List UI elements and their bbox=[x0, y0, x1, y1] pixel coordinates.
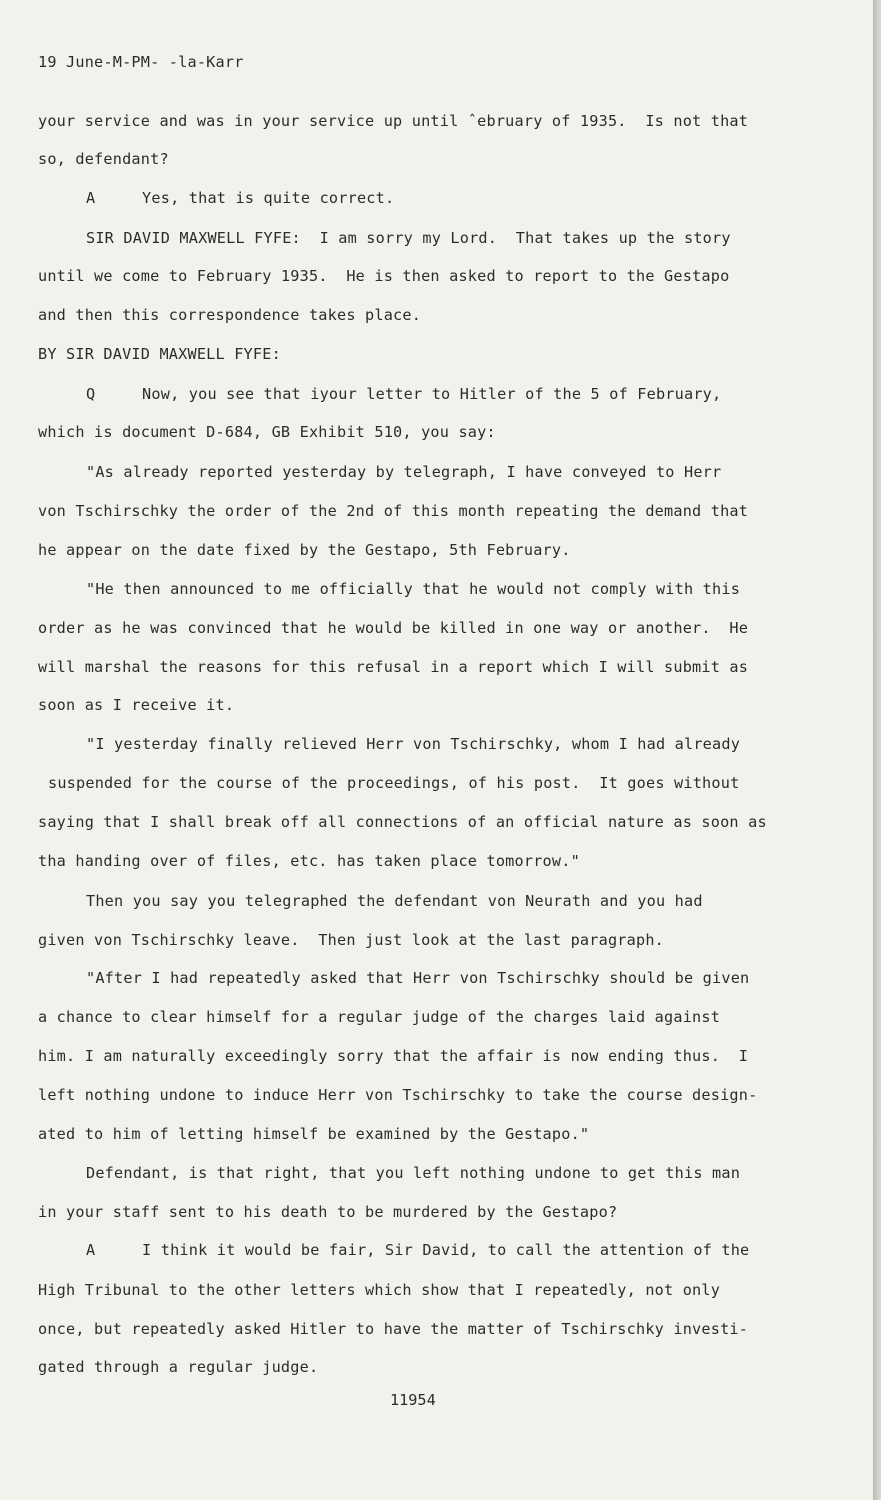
transcript-line: until we come to February 1935. He is then asked to report to the Gestapo bbox=[38, 267, 730, 285]
transcript-line: left nothing undone to induce Herr von Tschirschky to take the course design- bbox=[38, 1086, 758, 1104]
transcript-line: he appear on the date fixed by the Gestapo, 5th February. bbox=[38, 541, 571, 559]
transcript-line: suspended for the course of the proceedings, of his post. It goes without bbox=[48, 774, 740, 792]
transcript-line: "After I had repeatedly asked that Herr von Tschirschky should be given bbox=[86, 969, 750, 987]
page-number: 11954 bbox=[390, 1391, 436, 1409]
transcript-line: ated to him of letting himself be examined by the Gestapo." bbox=[38, 1125, 590, 1143]
transcript-line: A I think it would be fair, Sir David, to call the attention of the bbox=[86, 1241, 750, 1259]
transcript-line: "I yesterday finally relieved Herr von Tschirschky, whom I had already bbox=[86, 735, 741, 753]
transcript-line: order as he was convinced that he would be killed in one way or another. He bbox=[38, 619, 749, 637]
transcript-line: "He then announced to me officially that he would not comply with this bbox=[86, 580, 741, 598]
transcript-line: High Tribunal to the other letters which show that I repeatedly, not only bbox=[38, 1281, 721, 1299]
transcript-line: in your staff sent to his death to be murdered by the Gestapo? bbox=[38, 1203, 618, 1221]
transcript-line: once, but repeatedly asked Hitler to have the matter of Tschirschky investi- bbox=[38, 1320, 749, 1338]
transcript-line: Defendant, is that right, that you left nothing undone to get this man bbox=[86, 1164, 741, 1182]
transcript-line: him. I am naturally exceedingly sorry that the affair is now ending thus. I bbox=[38, 1047, 749, 1065]
transcript-line: tha handing over of files, etc. has taken place tomorrow." bbox=[38, 852, 580, 870]
transcript-line: will marshal the reasons for this refusal in a report which I will submit as bbox=[38, 658, 749, 676]
transcript-line: Q Now, you see that iyour letter to Hitler of the 5 of February, bbox=[86, 385, 722, 403]
page-header: 19 June-M-PM- -la-Karr bbox=[38, 53, 244, 71]
transcript-line: given von Tschirschky leave. Then just look at the last paragraph. bbox=[38, 931, 665, 949]
transcript-line: Then you say you telegraphed the defendant von Neurath and you had bbox=[86, 892, 703, 910]
transcript-line: so, defendant? bbox=[38, 150, 169, 168]
transcript-line: von Tschirschky the order of the 2nd of this month repeating the demand that bbox=[38, 502, 749, 520]
transcript-line: gated through a regular judge. bbox=[38, 1358, 319, 1376]
transcript-line: your service and was in your service up until ˆebruary of 1935. Is not that bbox=[38, 112, 749, 130]
transcript-line: saying that I shall break off all connections of an official nature as soon as bbox=[38, 813, 767, 831]
transcript-line: and then this correspondence takes place. bbox=[38, 306, 422, 324]
transcript-line: "As already reported yesterday by telegraph, I have conveyed to Herr bbox=[86, 463, 722, 481]
page-edge bbox=[873, 0, 881, 1500]
transcript-line: which is document D-684, GB Exhibit 510, you say: bbox=[38, 423, 496, 441]
transcript-line: a chance to clear himself for a regular judge of the charges laid against bbox=[38, 1008, 721, 1026]
transcript-line: A Yes, that is quite correct. bbox=[86, 189, 395, 207]
transcript-line: SIR DAVID MAXWELL FYFE: I am sorry my Lord. That takes up the story bbox=[86, 229, 731, 247]
transcript-line: soon as I receive it. bbox=[38, 696, 235, 714]
transcript-line: BY SIR DAVID MAXWELL FYFE: bbox=[38, 345, 281, 363]
